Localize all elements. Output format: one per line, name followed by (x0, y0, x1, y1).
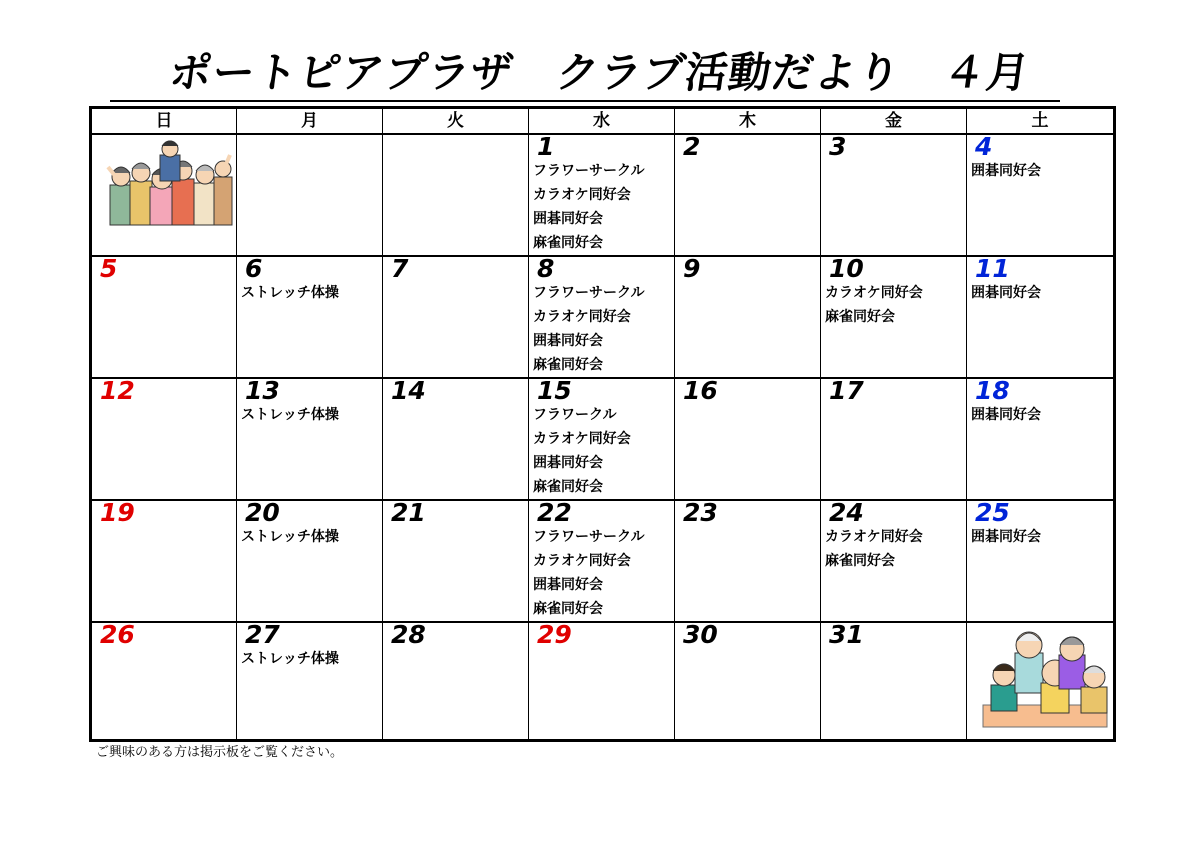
day-number: 21 (391, 500, 426, 527)
calendar-cell-sat (967, 256, 1115, 378)
calendar-cell-mon (237, 256, 383, 378)
club-event: 囲碁同好会 (971, 529, 1041, 545)
club-event: カラオケ同好会 (825, 285, 923, 301)
day-number: 22 (537, 500, 572, 527)
calendar-cell-mon (237, 622, 383, 741)
club-event: カラオケ同好会 (533, 553, 631, 569)
weekday-wed: 水 (529, 108, 675, 135)
day-number: 26 (100, 622, 135, 649)
club-event: 麻雀同好会 (533, 235, 603, 251)
calendar-cell-wed (529, 256, 675, 378)
club-event: カラオケ同好会 (533, 431, 631, 447)
calendar-week-row (91, 256, 1115, 378)
club-event: フラワーサークル (533, 285, 645, 301)
day-number: 12 (100, 378, 135, 405)
calendar-cell-sun (91, 256, 237, 378)
calendar-cell-sat (967, 622, 1115, 741)
day-number: 4 (975, 134, 993, 161)
calendar-cell-tue (383, 500, 529, 622)
club-event: 囲碁同好会 (971, 285, 1041, 301)
title-underline (110, 100, 1060, 102)
calendar-cell-sat (967, 134, 1115, 256)
club-event: ストレッチ体操 (241, 285, 339, 301)
club-event: 麻雀同好会 (825, 553, 895, 569)
day-number: 10 (829, 256, 864, 283)
calendar-table (89, 106, 1116, 742)
weekday-sun: 日 (91, 108, 237, 135)
club-event: 麻雀同好会 (533, 479, 603, 495)
calendar-cell-tue (383, 256, 529, 378)
day-number: 13 (245, 378, 280, 405)
calendar-cell-sun (91, 378, 237, 500)
calendar-cell-thu (675, 134, 821, 256)
calendar-week-row (91, 134, 1115, 256)
club-event: ストレッチ体操 (241, 407, 339, 423)
day-number: 14 (391, 378, 426, 405)
weekday-tue: 火 (383, 108, 529, 135)
weekday-fri: 金 (821, 108, 967, 135)
club-event: カラオケ同好会 (533, 187, 631, 203)
day-number: 1 (537, 134, 555, 161)
calendar-cell-fri (821, 134, 967, 256)
club-event: 囲碁同好会 (533, 211, 603, 227)
calendar-cell-fri (821, 500, 967, 622)
calendar-cell-sat (967, 378, 1115, 500)
calendar-week-row (91, 500, 1115, 622)
club-event: カラオケ同好会 (825, 529, 923, 545)
day-number: 15 (537, 378, 572, 405)
page-title: ポートピアプラザ クラブ活動だより ４月 (166, 48, 1034, 97)
club-event: カラオケ同好会 (533, 309, 631, 325)
day-number: 16 (683, 378, 718, 405)
day-number: 25 (975, 500, 1010, 527)
calendar-cell-mon (237, 378, 383, 500)
calendar-cell-sun (91, 622, 237, 741)
calendar-week-row (91, 378, 1115, 500)
calendar-week-row (91, 622, 1115, 741)
calendar-cell-thu (675, 622, 821, 741)
day-number: 29 (537, 622, 572, 649)
club-event: フラワーサークル (533, 163, 645, 179)
weekday-sat: 土 (967, 108, 1115, 135)
day-number: 24 (829, 500, 864, 527)
day-number: 27 (245, 622, 280, 649)
calendar-cell-fri (821, 256, 967, 378)
day-number: 18 (975, 378, 1010, 405)
calendar-cell-mon (237, 134, 383, 256)
day-number: 6 (245, 256, 263, 283)
day-number: 17 (829, 378, 864, 405)
day-number: 5 (100, 256, 118, 283)
footer-note: ご興味のある方は掲示板をご覧ください。 (96, 745, 344, 760)
calendar-cell-tue (383, 378, 529, 500)
club-event: 囲碁同好会 (533, 333, 603, 349)
calendar-cell-wed (529, 134, 675, 256)
club-event: 麻雀同好会 (533, 357, 603, 373)
calendar-cell-wed (529, 622, 675, 741)
calendar-cell-mon (237, 500, 383, 622)
day-number: 2 (683, 134, 701, 161)
calendar-cell-sun (91, 500, 237, 622)
club-event: 囲碁同好会 (971, 163, 1041, 179)
day-number: 28 (391, 622, 426, 649)
club-event: ストレッチ体操 (241, 651, 339, 667)
calendar-cell-wed (529, 378, 675, 500)
day-number: 31 (829, 622, 864, 649)
calendar-cell-wed (529, 500, 675, 622)
club-event: フラワークル (533, 407, 617, 423)
club-event: 麻雀同好会 (533, 601, 603, 617)
club-event: 囲碁同好会 (533, 577, 603, 593)
day-number: 3 (829, 134, 847, 161)
seniors-sitting-illustration (977, 625, 1113, 733)
day-number: 30 (683, 622, 718, 649)
weekday-thu: 木 (675, 108, 821, 135)
club-event: フラワーサークル (533, 529, 645, 545)
calendar-cell-tue (383, 622, 529, 741)
calendar-cell-fri (821, 622, 967, 741)
calendar-cell-sun (91, 134, 237, 256)
group-of-seniors-illustration (102, 137, 236, 229)
day-number: 11 (975, 256, 1010, 283)
day-number: 8 (537, 256, 555, 283)
calendar-cell-fri (821, 378, 967, 500)
calendar-cell-thu (675, 256, 821, 378)
calendar-cell-thu (675, 378, 821, 500)
day-number: 19 (100, 500, 135, 527)
day-number: 23 (683, 500, 718, 527)
calendar-cell-tue (383, 134, 529, 256)
day-number: 20 (245, 500, 280, 527)
club-event: ストレッチ体操 (241, 529, 339, 545)
day-number: 7 (391, 256, 409, 283)
calendar-cell-thu (675, 500, 821, 622)
weekday-mon: 月 (237, 108, 383, 135)
club-event: 麻雀同好会 (825, 309, 895, 325)
day-number: 9 (683, 256, 701, 283)
club-event: 囲碁同好会 (533, 455, 603, 471)
weekday-header-row (91, 108, 1115, 135)
calendar-cell-sat (967, 500, 1115, 622)
club-event: 囲碁同好会 (971, 407, 1041, 423)
